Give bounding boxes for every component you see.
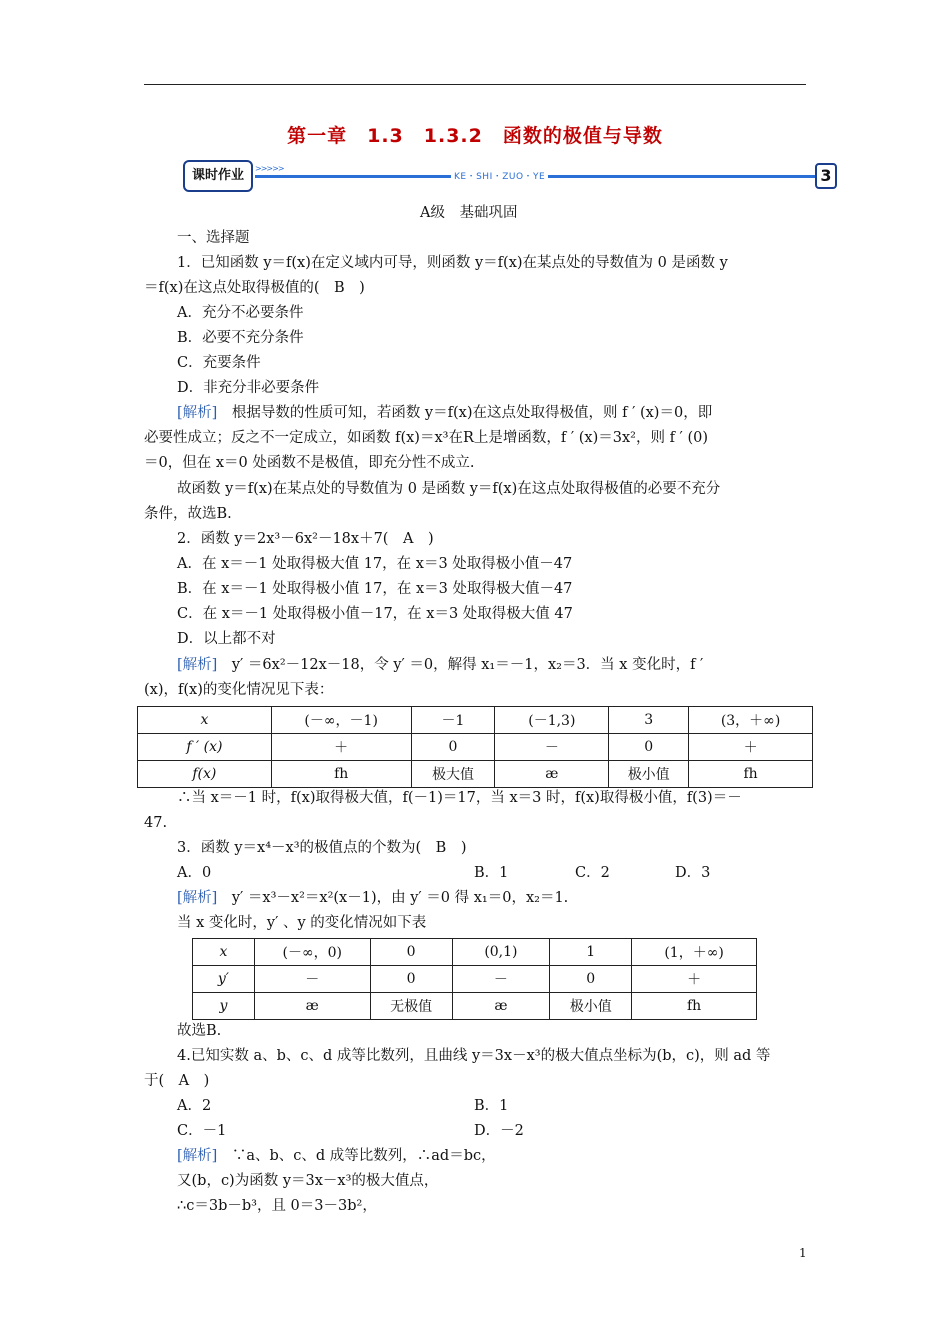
table-row — [193, 939, 757, 966]
line-text: 当 x 变化时，y′ 、y 的变化情况如下表 — [177, 915, 427, 931]
table-cell: ＋ — [271, 734, 411, 761]
line-text: B．必要不充分条件 — [177, 330, 304, 346]
page-number: 1 — [799, 1246, 807, 1260]
banner-arrows: >>>>> — [255, 164, 284, 173]
line-text: D．－2 — [474, 1123, 524, 1139]
table-cell: y — [193, 993, 255, 1020]
text-line — [177, 1147, 496, 1165]
text-line — [177, 1122, 226, 1140]
line-text: 故选B. — [177, 1023, 222, 1039]
line-text: 一、选择题 — [177, 230, 250, 246]
line-text: ∵a、b、c、d 成等比数列，∴ad＝bc， — [217, 1148, 496, 1164]
table-cell: fh — [271, 761, 411, 788]
analysis-label: [解析] — [177, 1148, 218, 1164]
line-text: 故函数 y＝f(x)在某点处的导数值为 0 是函数 y＝f(x)在这点处取得极值的必要不充分 — [177, 481, 721, 497]
table-cell: 0 — [411, 734, 495, 761]
text-line — [575, 864, 610, 882]
line-text: ＝0，但在 x＝0 处函数不是极值，即充分性不成立. — [144, 455, 475, 471]
table-cell: æ — [254, 993, 370, 1020]
analysis-label: [解析] — [177, 890, 218, 906]
table-derivative-signs-1 — [137, 706, 813, 788]
line-text: 2．函数 y＝2x³－6x²－18x＋7( A ) — [177, 531, 434, 547]
table-cell: 0 — [370, 966, 452, 993]
text-line — [177, 329, 304, 347]
page-title: 第一章 1.3 1.3.2 函数的极值与导数 — [287, 125, 663, 147]
table-cell: 无极值 — [370, 993, 452, 1020]
line-text: B．1 — [474, 1098, 509, 1114]
table-derivative-signs-2 — [192, 938, 757, 1020]
text-line — [177, 555, 572, 573]
text-line — [177, 1022, 221, 1040]
table-row — [138, 734, 813, 761]
text-line — [675, 864, 710, 882]
line-text: A．0 — [177, 865, 212, 881]
text-line — [177, 914, 426, 932]
text-line — [177, 404, 712, 422]
line-text: C．－1 — [177, 1123, 227, 1139]
text-line — [474, 1122, 524, 1140]
line-text: ∴当 x＝－1 时，f(x)取得极大值，f(－1)＝17，当 x＝3 时，f(x)取得极小值，f(3)＝－ — [177, 790, 742, 806]
line-text: B．在 x＝－1 处取得极小值 17，在 x＝3 处取得极大值－47 — [177, 581, 573, 597]
line-text: C．2 — [575, 865, 610, 881]
table-cell: (0,1) — [452, 939, 550, 966]
table-cell: －1 — [411, 707, 495, 734]
line-text: y′ ＝x³－x²＝x²(x－1)，由 y′ ＝0 得 x₁＝0，x₂＝1. — [217, 890, 569, 906]
table-cell: 1 — [550, 939, 632, 966]
text-line — [144, 454, 474, 472]
table-cell: 3 — [609, 707, 689, 734]
table-cell: ＋ — [689, 734, 813, 761]
text-line — [177, 254, 728, 272]
text-line — [177, 656, 703, 674]
table-row — [138, 707, 813, 734]
line-text: C．在 x＝－1 处取得极小值－17，在 x＝3 处取得极大值 47 — [177, 606, 573, 622]
top-rule — [144, 84, 806, 85]
text-line — [474, 1097, 508, 1115]
text-line — [177, 864, 211, 882]
table-row — [138, 761, 813, 788]
line-text: 根据导数的性质可知，若函数 y＝f(x)在这点处取得极值，则 f ′ (x)＝0，即 — [217, 405, 713, 421]
table-cell: (－∞，－1) — [271, 707, 411, 734]
text-line — [177, 580, 572, 598]
table-cell: － — [254, 966, 370, 993]
text-line — [177, 480, 720, 498]
text-line — [177, 530, 434, 548]
banner-number: 3 — [815, 163, 837, 189]
table-row — [193, 966, 757, 993]
line-text: B．1 — [474, 865, 509, 881]
table-cell: ＋ — [632, 966, 757, 993]
text-line — [144, 814, 167, 832]
text-line — [177, 304, 303, 322]
line-text: 47. — [144, 815, 168, 831]
table-cell: fh — [689, 761, 813, 788]
text-line — [177, 1197, 377, 1215]
table-cell: 极小值 — [609, 761, 689, 788]
table-cell: － — [495, 734, 609, 761]
text-line — [420, 204, 517, 222]
text-line — [177, 1047, 770, 1065]
text-line — [177, 1172, 438, 1190]
text-line — [177, 839, 466, 857]
table-cell: æ — [495, 761, 609, 788]
text-line — [144, 1072, 209, 1090]
analysis-label: [解析] — [177, 405, 218, 421]
text-line — [177, 630, 276, 648]
table-cell: 极大值 — [411, 761, 495, 788]
line-text: 4.已知实数 a、b、c、d 成等比数列，且曲线 y＝3x－x³的极大值点坐标为(b，c)，则 ad 等 — [177, 1048, 771, 1064]
text-line — [177, 789, 742, 807]
table-cell: æ — [452, 993, 550, 1020]
line-text: 于( A ) — [144, 1073, 210, 1089]
table-cell: 极小值 — [550, 993, 632, 1020]
line-text: D．以上都不对 — [177, 631, 276, 647]
table-cell: (－∞，0) — [254, 939, 370, 966]
line-text: 1．已知函数 y＝f(x)在定义域内可导，则函数 y＝f(x)在某点处的导数值为 0 是函数 y — [177, 255, 728, 271]
table-cell: y′ — [193, 966, 255, 993]
text-line — [177, 1097, 211, 1115]
line-text: 又(b，c)为函数 y＝3x－x³的极大值点， — [177, 1173, 439, 1189]
text-line — [144, 505, 232, 523]
line-text: 必要性成立；反之不一定成立，如函数 f(x)＝x³在R上是增函数，f ′ (x)＝3x²，则 f ′ (0) — [144, 430, 708, 446]
table-cell: f ′ (x) — [138, 734, 272, 761]
line-text: A．在 x＝－1 处取得极大值 17，在 x＝3 处取得极小值－47 — [177, 556, 573, 572]
table-cell: 0 — [550, 966, 632, 993]
text-line — [177, 605, 573, 623]
text-line — [144, 681, 333, 699]
text-line — [177, 889, 568, 907]
line-text: 条件，故选B. — [144, 506, 232, 522]
table-row — [193, 993, 757, 1020]
line-text: D．非充分非必要条件 — [177, 380, 320, 396]
table-cell: x — [193, 939, 255, 966]
table-cell: 0 — [370, 939, 452, 966]
line-text: ∴c＝3b－b³，且 0＝3－3b²， — [177, 1198, 377, 1214]
table-cell: fh — [632, 993, 757, 1020]
analysis-label: [解析] — [177, 657, 218, 673]
banner-label: 课时作业 — [183, 160, 253, 192]
text-line — [177, 379, 319, 397]
table-cell: 0 — [609, 734, 689, 761]
banner-subtitle: KE・SHI・ZUO・YE — [451, 169, 548, 182]
line-text: D．3 — [675, 865, 711, 881]
text-line — [144, 279, 365, 297]
line-text: 3．函数 y＝x⁴－x³的极值点的个数为( B ) — [177, 840, 467, 856]
table-cell: x — [138, 707, 272, 734]
line-text: (x)，f(x)的变化情况见下表： — [144, 682, 334, 698]
line-text: C．充要条件 — [177, 355, 261, 371]
table-cell: (3，＋∞) — [689, 707, 813, 734]
line-text: ＝f(x)在这点处取得极值的( B ) — [144, 280, 365, 296]
table-cell: (1，＋∞) — [632, 939, 757, 966]
homework-banner — [183, 160, 839, 190]
text-line — [474, 864, 508, 882]
line-text: A级 基础巩固 — [420, 205, 518, 221]
text-line — [177, 354, 261, 372]
line-text: A．2 — [177, 1098, 212, 1114]
text-line — [177, 229, 250, 247]
table-cell: f(x) — [138, 761, 272, 788]
table-cell: (－1,3) — [495, 707, 609, 734]
line-text: A．充分不必要条件 — [177, 305, 304, 321]
line-text: y′ ＝6x²－12x－18，令 y′ ＝0，解得 x₁＝－1，x₂＝3．当 x 变化时，f ′ — [217, 657, 704, 673]
table-cell: － — [452, 966, 550, 993]
text-line — [144, 429, 708, 447]
